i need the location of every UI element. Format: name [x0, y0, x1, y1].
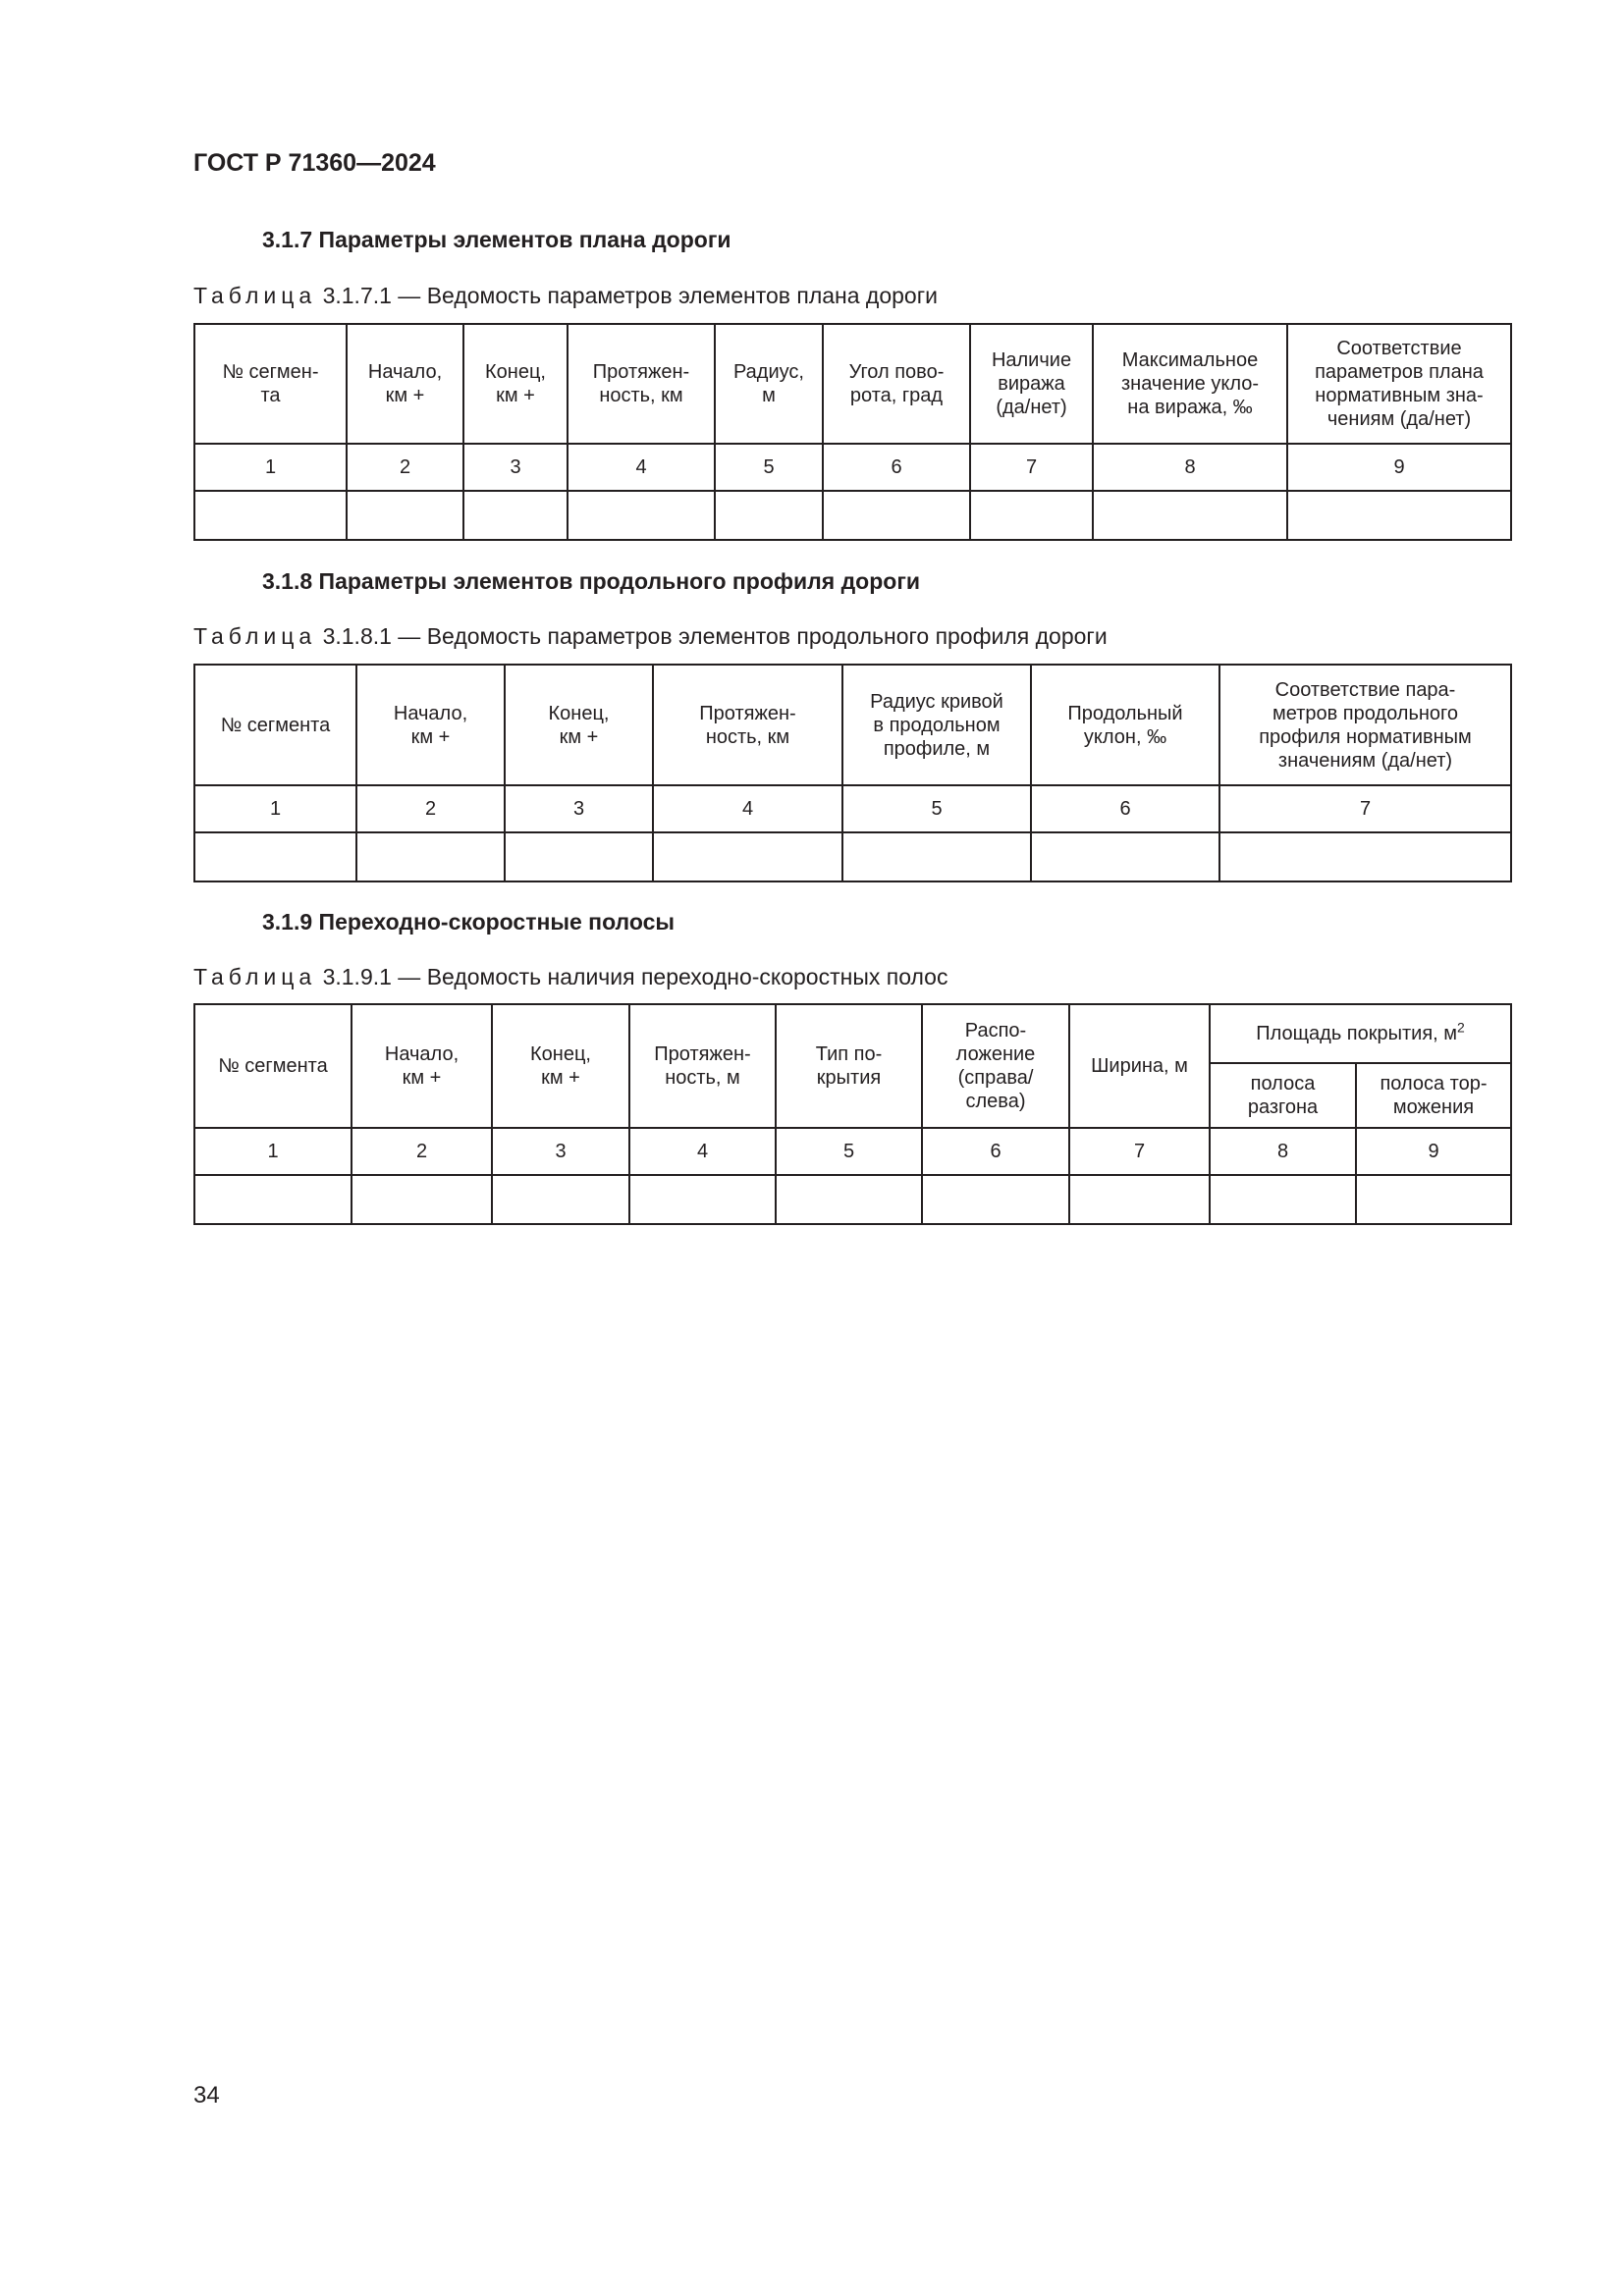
header-cell: № сегмен- та	[194, 324, 347, 444]
header-cell: Конец, км +	[505, 665, 653, 785]
caption-text: 3.1.7.1 — Ведомость параметров элементов плана дороги	[316, 283, 938, 308]
empty-cell	[194, 491, 347, 540]
column-number: 6	[922, 1128, 1069, 1175]
header-cell: Тип по- крытия	[776, 1004, 922, 1128]
caption-text: 3.1.8.1 — Ведомость параметров элементов продольного профиля дороги	[316, 623, 1108, 649]
empty-cell	[776, 1175, 922, 1224]
header-cell: Протяжен- ность, м	[629, 1004, 776, 1128]
header-cell: Протяжен- ность, км	[568, 324, 715, 444]
empty-cell	[823, 491, 970, 540]
empty-cell	[1356, 1175, 1511, 1224]
empty-cell	[463, 491, 568, 540]
section-title-3-1-7: 3.1.7 Параметры элементов плана дороги	[262, 227, 731, 252]
coverage-area-label: Площадь покрытия, м	[1256, 1023, 1458, 1044]
column-number: 4	[653, 785, 842, 832]
header-cell-coverage-area	[1210, 1004, 1511, 1063]
column-number: 5	[842, 785, 1031, 832]
column-number: 1	[194, 785, 356, 832]
table-3-1-8-1	[193, 664, 1512, 882]
empty-cell	[356, 832, 505, 881]
empty-cell	[194, 1175, 352, 1224]
caption-text: 3.1.9.1 — Ведомость наличия переходно-скоростных полос	[316, 964, 948, 989]
column-number: 8	[1210, 1128, 1356, 1175]
column-number: 7	[1069, 1128, 1210, 1175]
empty-cell	[568, 491, 715, 540]
header-cell: Начало, км +	[352, 1004, 492, 1128]
empty-data-row	[194, 1175, 1511, 1224]
empty-cell	[347, 491, 463, 540]
column-number: 4	[568, 444, 715, 491]
column-number: 1	[194, 1128, 352, 1175]
header-cell: Наличие виража (да/нет)	[970, 324, 1093, 444]
header-cell: Радиус, м	[715, 324, 823, 444]
header-cell: Ширина, м	[1069, 1004, 1210, 1128]
empty-cell	[842, 832, 1031, 881]
section-title-3-1-9: 3.1.9 Переходно-скоростные полосы	[262, 909, 676, 934]
subheader-cell: полоса тор- можения	[1356, 1063, 1511, 1128]
section-title-3-1-8: 3.1.8 Параметры элементов продольного профиля дороги	[262, 568, 921, 594]
empty-cell	[1219, 832, 1511, 881]
table-caption-3-1-8-1	[193, 623, 1108, 650]
column-number: 2	[352, 1128, 492, 1175]
empty-cell	[1031, 832, 1219, 881]
column-number: 3	[505, 785, 653, 832]
table-caption-3-1-7-1	[193, 283, 938, 309]
column-number: 5	[776, 1128, 922, 1175]
column-number: 8	[1093, 444, 1287, 491]
header-cell: Продольный уклон, ‰	[1031, 665, 1219, 785]
column-number: 7	[1219, 785, 1511, 832]
header-cell: Радиус кривой в продольном профиле, м	[842, 665, 1031, 785]
column-number: 6	[823, 444, 970, 491]
column-number: 3	[463, 444, 568, 491]
column-number-row	[194, 444, 1511, 491]
empty-cell	[970, 491, 1093, 540]
header-row	[194, 1004, 1511, 1063]
header-cell: Конец, км +	[463, 324, 568, 444]
document-code: ГОСТ Р 71360—2024	[193, 149, 436, 177]
empty-cell	[629, 1175, 776, 1224]
column-number: 9	[1356, 1128, 1511, 1175]
subheader-cell: полоса разгона	[1210, 1063, 1356, 1128]
header-cell: Соответствие пара- метров продольного профиля нормативным значениям (да/нет)	[1219, 665, 1511, 785]
column-number: 4	[629, 1128, 776, 1175]
header-cell: Конец, км +	[492, 1004, 629, 1128]
column-number: 3	[492, 1128, 629, 1175]
caption-label: Таблица	[193, 283, 317, 308]
header-cell: Угол пово- рота, град	[823, 324, 970, 444]
caption-label: Таблица	[193, 964, 317, 989]
column-number-row	[194, 1128, 1511, 1175]
unit-superscript: 2	[1457, 1019, 1465, 1036]
column-number: 7	[970, 444, 1093, 491]
empty-data-row	[194, 491, 1511, 540]
empty-cell	[492, 1175, 629, 1224]
header-cell: Начало, км +	[356, 665, 505, 785]
column-number: 5	[715, 444, 823, 491]
table-caption-3-1-9-1	[193, 964, 947, 990]
empty-cell	[1093, 491, 1287, 540]
header-cell: Начало, км +	[347, 324, 463, 444]
column-number: 1	[194, 444, 347, 491]
header-row	[194, 665, 1511, 785]
page-number: 34	[193, 2082, 220, 2109]
empty-cell	[352, 1175, 492, 1224]
column-number: 9	[1287, 444, 1511, 491]
empty-cell	[922, 1175, 1069, 1224]
header-cell: Протяжен- ность, км	[653, 665, 842, 785]
empty-cell	[194, 832, 356, 881]
empty-cell	[653, 832, 842, 881]
column-number-row	[194, 785, 1511, 832]
caption-label: Таблица	[193, 623, 317, 649]
header-row	[194, 324, 1511, 444]
header-cell: Максимальное значение укло- на виража, ‰	[1093, 324, 1287, 444]
column-number: 2	[356, 785, 505, 832]
header-cell: Соответствие параметров плана нормативным зна- чениям (да/нет)	[1287, 324, 1511, 444]
table-3-1-7-1	[193, 323, 1512, 541]
empty-cell	[505, 832, 653, 881]
table-3-1-9-1	[193, 1003, 1512, 1225]
empty-cell	[1210, 1175, 1356, 1224]
empty-cell	[1287, 491, 1511, 540]
header-cell: Распо- ложение (справа/ слева)	[922, 1004, 1069, 1128]
empty-cell	[1069, 1175, 1210, 1224]
empty-data-row	[194, 832, 1511, 881]
empty-cell	[715, 491, 823, 540]
header-cell: № сегмента	[194, 1004, 352, 1128]
column-number: 2	[347, 444, 463, 491]
header-cell: № сегмента	[194, 665, 356, 785]
column-number: 6	[1031, 785, 1219, 832]
